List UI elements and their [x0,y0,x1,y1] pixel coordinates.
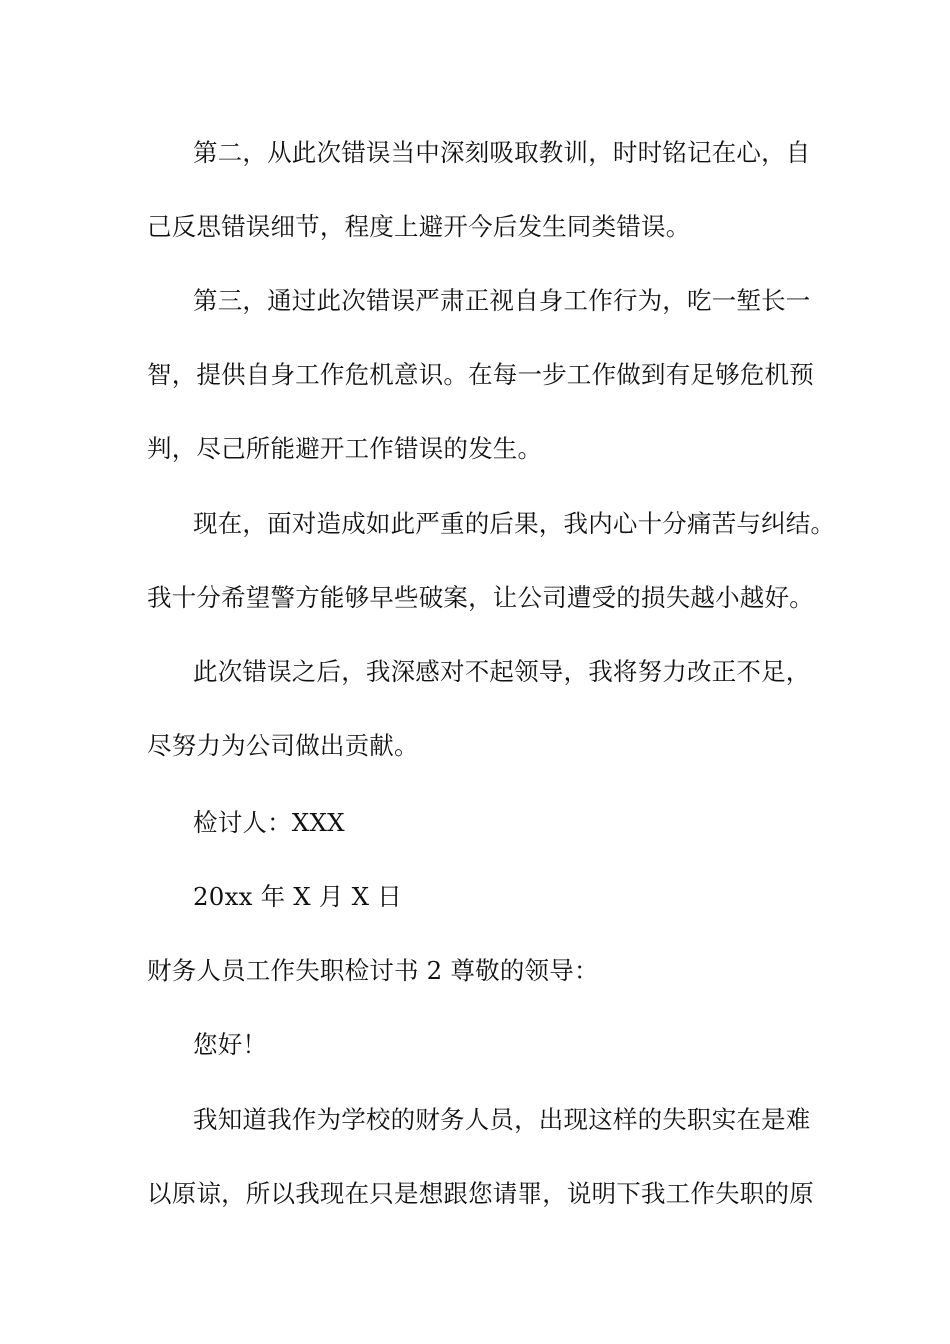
paragraph-line: 以原谅，所以我现在只是想跟您请罪，说明下我工作失职的原 [147,1179,814,1208]
paragraph-line: 我十分希望警方能够早些破案，让公司遭受的损失越小越好。 [147,583,814,612]
paragraph-line: 现在，面对造成如此严重的后果，我内心十分痛苦与纠结。 [193,509,836,538]
signature-line: 检讨人：XXX [193,808,345,837]
date-line: 20xx 年 X 月 X 日 [193,882,402,911]
section-heading: 财务人员工作失职检讨书 2 尊敬的领导： [147,956,599,985]
paragraph-line: 第三，通过此次错误严肃正视自身工作行为，吃一堑长一 [193,286,811,315]
paragraph-line: 己反思错误细节，程度上避开今后发生同类错误。 [147,212,691,241]
greeting-line: 您好！ [193,1030,268,1059]
paragraph-line: 智，提供自身工作危机意识。在每一步工作做到有足够危机预 [147,360,814,389]
paragraph-line: 第二，从此次错误当中深刻吸取教训，时时铭记在心，自 [193,138,811,167]
paragraph-line: 我知道我作为学校的财务人员，出现这样的失职实在是难 [193,1105,811,1134]
paragraph-line: 判，尽己所能避开工作错误的发生。 [147,434,543,463]
paragraph-line: 此次错误之后，我深感对不起领导，我将努力改正不足， [193,657,811,686]
paragraph-line: 尽努力为公司做出贡献。 [147,731,419,760]
